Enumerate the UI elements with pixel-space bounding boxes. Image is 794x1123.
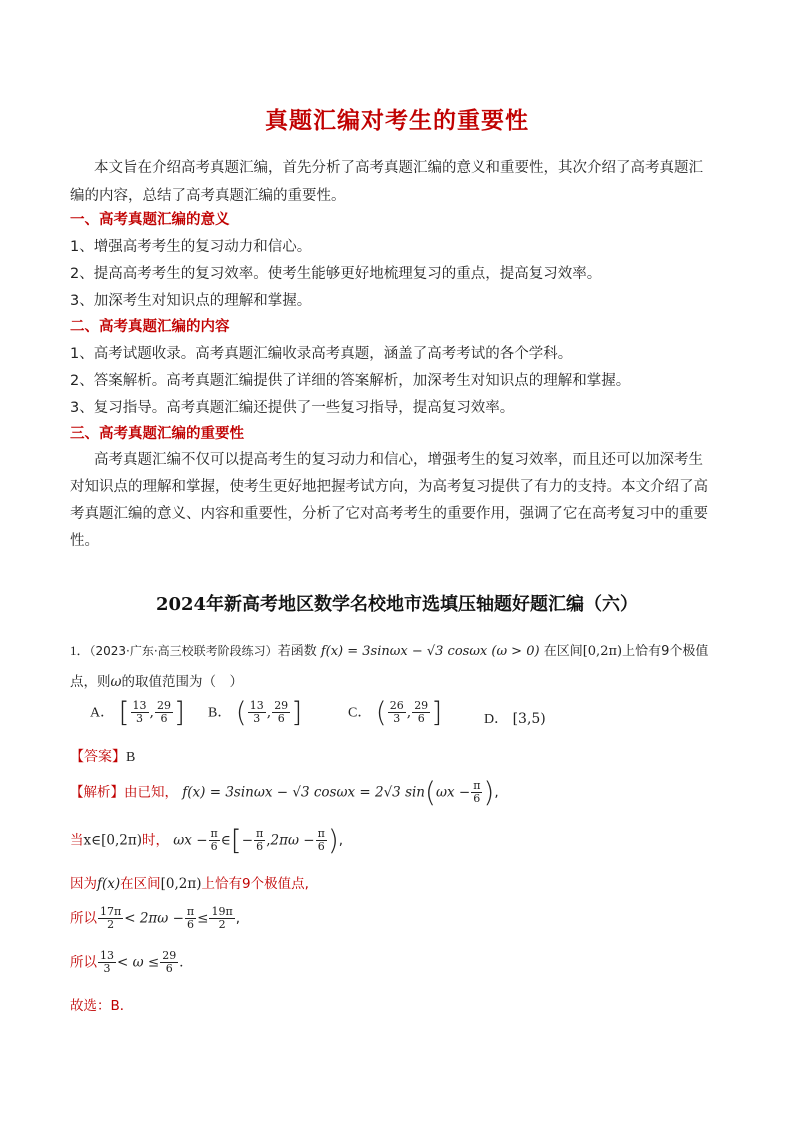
question-stem-2b: 的取值范围为（ ） — [121, 674, 244, 690]
choice-b[interactable]: B． ( $\frac{13}{3}$ , $\frac{29}{6}$ ] — [208, 695, 303, 729]
analysis-tag: 【解析】 — [70, 784, 124, 801]
choice-d-label: D． — [484, 712, 509, 727]
question-1-line-1 — [70, 640, 708, 659]
choice-a[interactable]: A． [ $\frac{13}{3}$ , $\frac{29}{6}$ ] — [90, 695, 185, 729]
page-title: 真题汇编对考生的重要性 — [265, 108, 529, 134]
choice-c-frac-1: $\frac{26}{3}$ — [389, 699, 404, 725]
intro-line-2: 编的内容，总结了高考真题汇编的重要性。 — [70, 188, 346, 204]
question-1-line-2 — [70, 670, 243, 690]
choice-a-left-bracket: [ — [118, 695, 130, 729]
analysis-l1-text: 由已知， — [124, 784, 178, 801]
choice-b-label: B． — [208, 705, 232, 721]
choice-c-right-bracket: ] — [431, 695, 443, 729]
answer-tag: 【答案】 — [70, 749, 126, 765]
choice-a-label: A． — [90, 705, 115, 721]
question-number: 1． — [70, 643, 90, 658]
analysis-l2-c: 时， — [141, 832, 169, 849]
choice-a-frac-2: $\frac{29}{6}$ — [156, 699, 171, 725]
question-stem-2a: 点，则 — [70, 674, 111, 690]
section1-item-3: 3、加深考生对知识点的理解和掌握。 — [70, 293, 312, 309]
analysis-l1-math: f(x) = 3sinωx − √3 cosωx = 2√3 sin — [182, 784, 426, 801]
analysis-line-5: 所以 $\frac{13}{3}$ < ω ≤ $\frac{29}{6}$ ． — [70, 949, 193, 975]
section2-item-1: 1、高考试题收录。高考真题汇编收录高考真题，涵盖了高考考试的各个学科。 — [70, 346, 573, 362]
choice-c[interactable]: C． ( $\frac{26}{3}$ , $\frac{29}{6}$ ] — [348, 695, 443, 729]
choice-c-label: C． — [348, 705, 372, 721]
choice-d[interactable] — [484, 708, 546, 728]
choice-c-frac-2: $\frac{29}{6}$ — [414, 699, 429, 725]
choice-c-left-bracket: ( — [375, 695, 387, 729]
section2-item-3: 3、复习指导。高考真题汇编还提供了一些复习指导，提高复习效率。 — [70, 400, 515, 416]
section3-line-2: 对知识点的理解和掌握，使考生更好地把握考试方向，为高考复习提供了有力的支持。本文介绍了高 — [70, 479, 708, 495]
analysis-line-4: 所以 $\frac{17\pi}{2}$ < 2πω − $\frac{\pi}{6}$ ≤ $\frac{19\pi}{2}$ , — [70, 905, 240, 931]
analysis-line-1: 【解析】由已知， f(x) = 3sinωx − √3 cosωx = 2√3 sin(ωx − $\frac{\pi}{6}$ ), — [70, 775, 499, 809]
choice-d-value: [3,5) — [512, 711, 546, 727]
analysis-conclusion: 故选：B． — [70, 998, 134, 1014]
section3-line-4: 性。 — [70, 533, 99, 549]
section3-heading: 三、高考真题汇编的重要性 — [70, 426, 244, 442]
section1-heading: 一、高考真题汇编的意义 — [70, 212, 230, 228]
omega-symbol: ω — [110, 674, 122, 690]
choice-b-right-bracket: ] — [291, 695, 303, 729]
section2-heading: 二、高考真题汇编的内容 — [70, 319, 230, 335]
section1-item-2: 2、提高高考考生的复习效率。使考生能够更好地梳理复习的重点，提高复习效率。 — [70, 266, 602, 282]
section3-line-3: 考真题汇编的意义、内容和重要性，分析了它对高考考生的重要作用，强调了它在高考复习中的重要 — [70, 506, 708, 522]
intro-line-1: 本文旨在介绍高考真题汇编，首先分析了高考真题汇编的意义和重要性，其次介绍了高考真题汇 — [94, 160, 703, 176]
choice-b-frac-1: $\frac{13}{3}$ — [249, 699, 264, 725]
section1-item-1: 1、增强高考考生的复习动力和信心。 — [70, 239, 312, 255]
question-interval: [0,2π) — [582, 644, 623, 659]
question-function: f(x) = 3sinωx − √3 cosωx (ω > 0) — [320, 644, 540, 659]
exam-title: 2024年新高考地区数学名校地市选填压轴题好题汇编（六） — [155, 594, 639, 615]
section3-line-1: 高考真题汇编不仅可以提高考生的复习动力和信心，增强考生的复习效率，而且还可以加深考生 — [94, 452, 703, 468]
choice-b-left-bracket: ( — [235, 695, 247, 729]
question-stem-c: 上恰有9个极值 — [622, 644, 709, 659]
analysis-line-2: 当x∈[0,2π)时， ωx − $\frac{\pi}{6}$ ∈[− $\frac{\pi}{6}$ ,2πω − $\frac{\pi}{6}$ ), — [70, 823, 344, 857]
analysis-l2-a: 当 — [70, 832, 84, 849]
answer-line — [70, 746, 135, 766]
question-source: （2023·广东·高三校联考阶段练习） — [89, 644, 278, 658]
choice-a-frac-1: $\frac{13}{3}$ — [132, 699, 147, 725]
choice-b-frac-2: $\frac{29}{6}$ — [274, 699, 289, 725]
analysis-line-3: 因为f(x)在区间[0,2π)上恰有9个极值点, — [70, 876, 309, 892]
analysis-l2-interval: x∈[0,2π) — [83, 832, 142, 849]
section2-item-2: 2、答案解析。高考真题汇编提供了详细的答案解析，加深考生对知识点的理解和掌握。 — [70, 373, 631, 389]
question-stem-b: 在区间 — [543, 644, 583, 659]
analysis-l2-omega: ωx − — [173, 832, 208, 849]
question-stem-a: 若函数 — [277, 644, 317, 659]
choice-a-right-bracket: ] — [173, 695, 185, 729]
answer-value: B — [126, 750, 136, 765]
